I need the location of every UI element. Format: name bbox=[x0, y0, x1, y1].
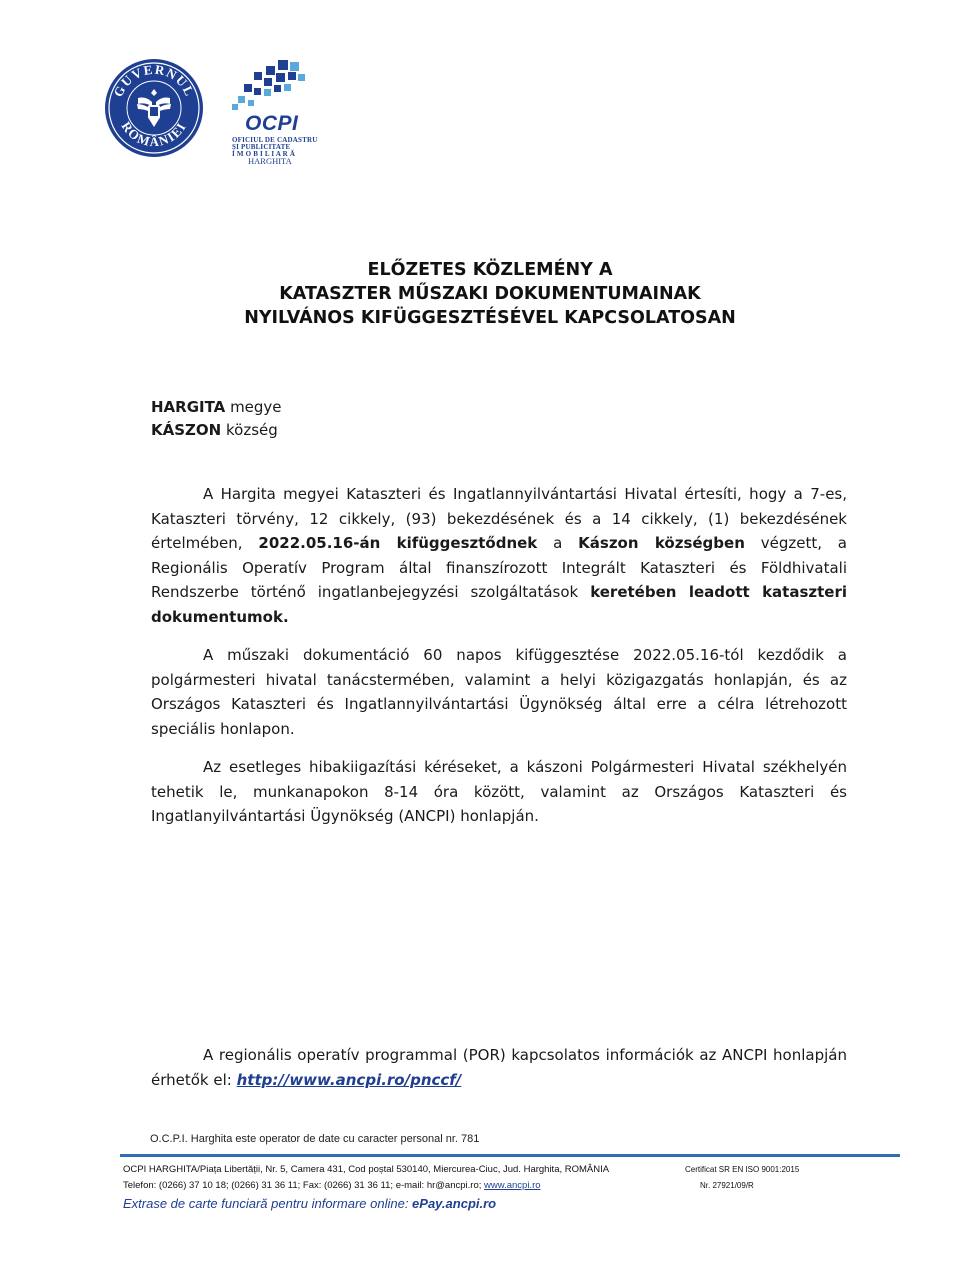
commune-line bbox=[151, 419, 282, 442]
footer-website-link[interactable]: www.ancpi.ro bbox=[484, 1180, 541, 1191]
footer-cert-number: Nr. 27921/09/R bbox=[700, 1181, 754, 1190]
ocpi-logo-county: HARGHITA bbox=[248, 156, 292, 166]
ocpi-mosaic-icon bbox=[228, 58, 328, 113]
por-text: A regionális operatív programmal (POR) kapcsolatos információk az ANCPI honlapján érhetők el: bbox=[151, 1046, 847, 1089]
footer-epay-text: Extrase de carte funciară pentru informare online: bbox=[123, 1196, 413, 1211]
por-info bbox=[151, 1043, 847, 1092]
paragraph-2: A műszaki dokumentáció 60 napos kifüggesztése 2022.05.16-tól kezdődik a polgármesteri hivatal tanácstermében, valamint a helyi közigazgatás honlapján, és az Országos Kataszteri és Ingatlannyilvántartási Ügynökség által erre a célra létrehozott speciális honlapon. bbox=[151, 646, 847, 738]
svg-text:ROMÂNIEI: ROMÂNIEI bbox=[118, 118, 190, 150]
paragraph-1 bbox=[151, 482, 847, 629]
commune-name: KÁSZON bbox=[151, 421, 222, 439]
location-block bbox=[151, 396, 282, 442]
ocpi-logo bbox=[228, 58, 328, 168]
p1-text-1: A Hargita megyei Kataszteri és Ingatlannyilvántartási Hivatal értesíti, hogy a 7-es, Kataszteri törvény, 12 cikkely, (93) bekezdésének és a 14 cikkely, (1) bekezdésének értelmében, bbox=[151, 485, 847, 552]
county-word: megye bbox=[225, 398, 282, 416]
footer-epay bbox=[123, 1196, 496, 1211]
commune-word: község bbox=[221, 421, 278, 439]
document-title bbox=[0, 258, 980, 330]
por-paragraph bbox=[151, 1043, 847, 1092]
notice-body bbox=[151, 482, 847, 843]
operator-note: O.C.P.I. Harghita este operator de date cu caracter personal nr. 781 bbox=[150, 1133, 480, 1145]
paragraph-3: Az esetleges hibakiigazítási kéréseket, a kászoni Polgármesteri Hivatal székhelyén tehetik le, munkanapokon 8-14 óra között, valamint az Országos Kataszteri és Ingatlanyilvántartási Ügynökség (ANCPI) honlapján. bbox=[151, 758, 847, 825]
ocpi-logo-line3: I M O B I L I A R Ă bbox=[232, 150, 296, 158]
title-line-3: NYILVÁNOS KIFÜGGESZTÉSÉVEL KAPCSOLATOSAN bbox=[244, 308, 736, 328]
footer-epay-link[interactable]: ePay.ancpi.ro bbox=[412, 1196, 497, 1211]
p1-text-3: végzett, a Regionális Operatív Program által finanszírozott Integrált Kataszteri és Földhivatali Rendszerbe történő ingatlanbejegyzési szolgáltatások bbox=[151, 534, 848, 601]
county-line bbox=[151, 396, 282, 419]
title-line-2: KATASZTER MŰSZAKI DOKUMENTUMAINAK bbox=[279, 284, 701, 304]
title-line-1: ELŐZETES KÖZLEMÉNY A bbox=[367, 260, 613, 280]
svg-text:GUVERNUL: GUVERNUL bbox=[110, 61, 198, 100]
p1-commune: Kászon községben bbox=[578, 534, 745, 552]
por-link[interactable]: http://www.ancpi.ro/pnccf/ bbox=[236, 1070, 462, 1089]
ocpi-logo-line2: ȘI PUBLICITATE bbox=[232, 143, 291, 151]
footer-contact bbox=[123, 1180, 541, 1191]
ocpi-logo-name: OCPI bbox=[245, 112, 299, 135]
p1-documents: keretében leadott kataszteri dokumentumok. bbox=[151, 583, 848, 626]
footer-contact-text: Telefon: (0266) 37 10 18; (0266) 31 36 11; Fax: (0266) 31 36 11; e-mail: hr@ancpi.ro; bbox=[123, 1180, 485, 1191]
government-seal-logo bbox=[104, 58, 204, 158]
p1-text-2: a bbox=[537, 534, 579, 552]
p1-date: 2022.05.16-án kifüggesztődnek bbox=[258, 534, 538, 552]
footer-address: OCPI HARGHITA/Piața Libertății, Nr. 5, Camera 431, Cod poștal 530140, Miercurea-Ciuc, Jud. Harghita, ROMÂNIA bbox=[123, 1164, 610, 1175]
county-name: HARGITA bbox=[151, 398, 226, 416]
ocpi-logo-line1: OFICIUL DE CADASTRU bbox=[232, 136, 318, 144]
footer-certificate: Certificat SR EN ISO 9001:2015 bbox=[685, 1165, 800, 1174]
footer-divider bbox=[120, 1154, 900, 1157]
